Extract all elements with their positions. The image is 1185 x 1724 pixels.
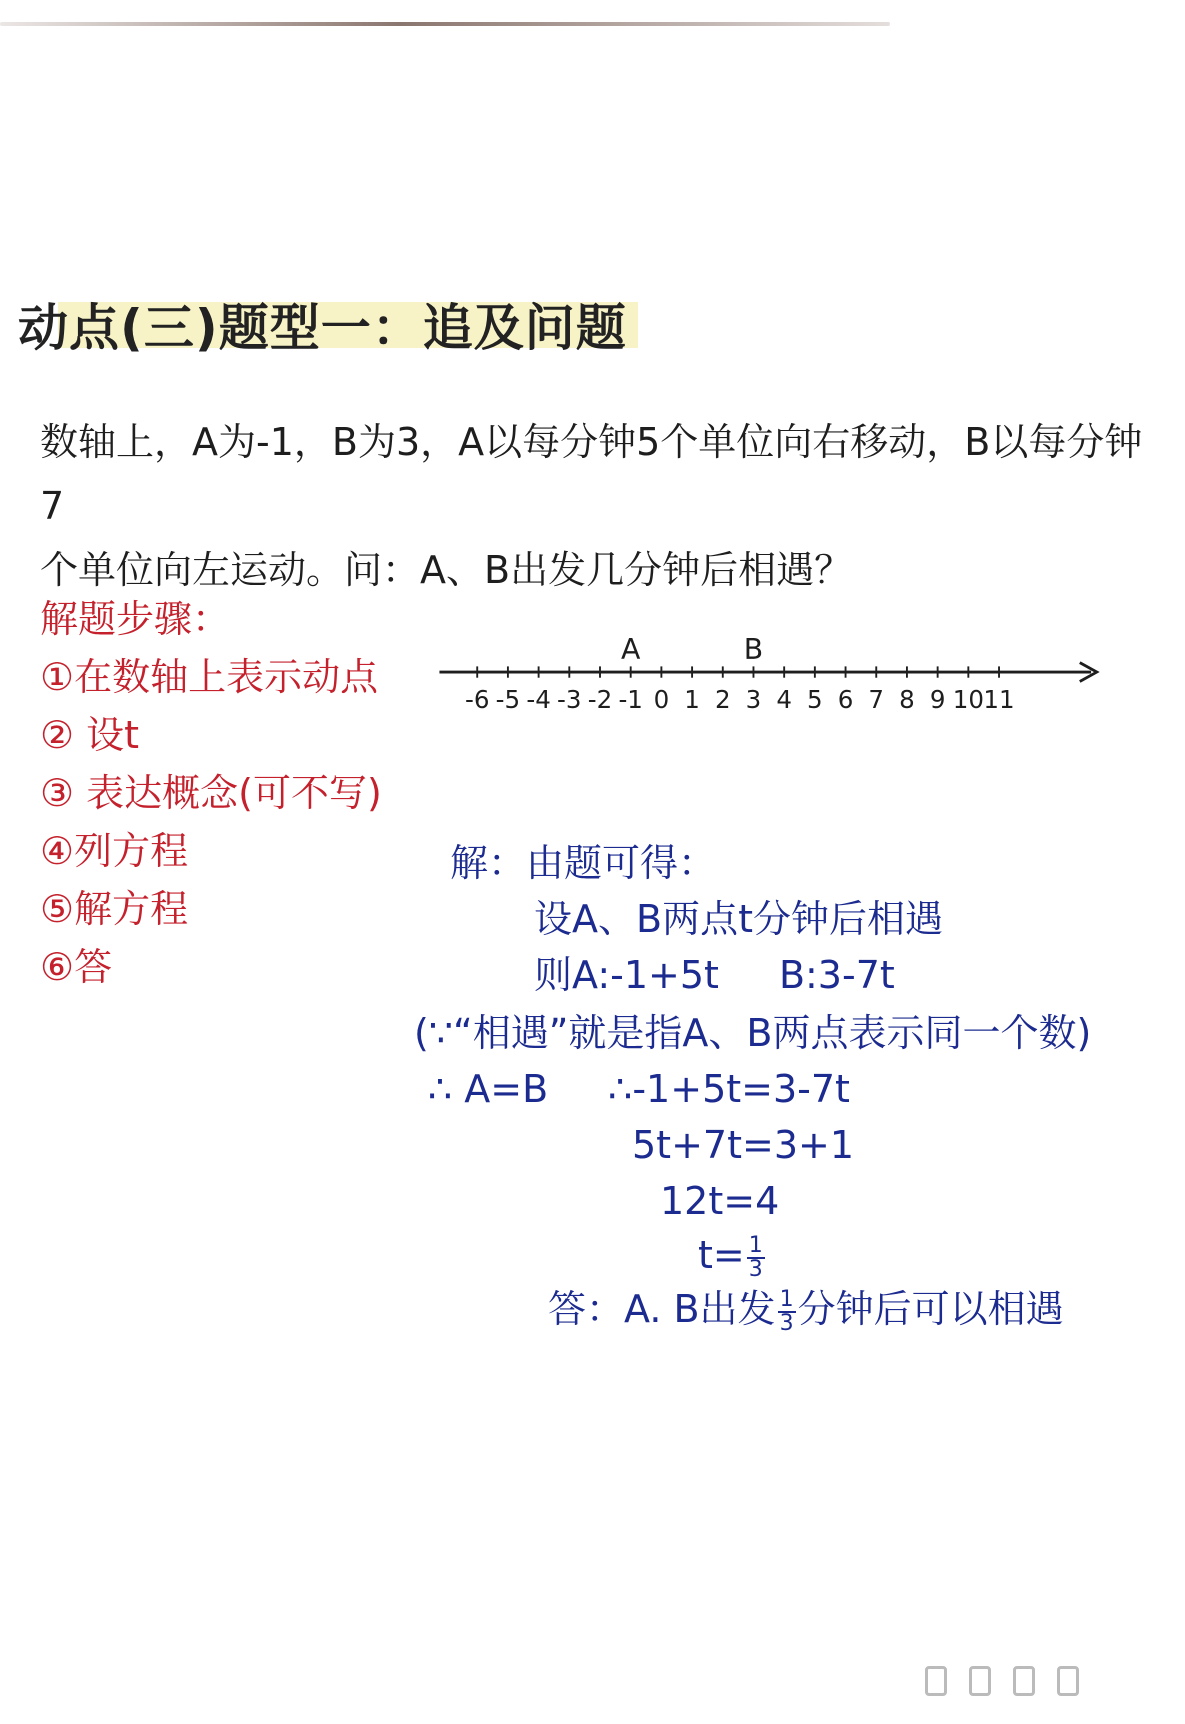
tick-label-4: 4 — [776, 684, 792, 714]
tick-label--5: -5 — [495, 684, 521, 714]
tick-label--1: -1 — [618, 684, 643, 714]
tick-label-3: 3 — [745, 684, 762, 714]
solution-steps-list — [40, 590, 382, 996]
tick-label-7: 7 — [868, 684, 885, 714]
answer-suffix: 分钟后可以相遇 — [797, 1287, 1064, 1331]
tick-label-0: 0 — [653, 684, 670, 714]
number-line-diagram — [430, 618, 1110, 728]
problem-line-2: 个单位向左运动。问：A、B出发几分钟后相遇？ — [40, 548, 853, 592]
equation-step-4-lhs: t= — [698, 1233, 745, 1277]
answer-fraction-numerator: 1 — [779, 1286, 794, 1312]
watermark-glyph-3 — [1013, 1666, 1035, 1696]
number-line-svg — [430, 618, 1110, 728]
equation-a-equals-b: ∴ A=B — [428, 1067, 549, 1111]
equation-step-2: 5t+7t=3+1 — [632, 1123, 855, 1167]
tick-label-5: 5 — [807, 684, 823, 714]
expression-b: B:3-7t — [778, 953, 895, 997]
step-item-6: ⑥答 — [40, 945, 113, 989]
title-block — [18, 288, 627, 357]
tick-label--2: -2 — [587, 684, 613, 714]
equation-step-1: ∴-1+5t=3-7t — [608, 1067, 850, 1111]
answer-fraction-denominator: 3 — [779, 1310, 794, 1336]
solution-intro: 解：由题可得： — [450, 841, 717, 885]
solution-reason: (∵“相遇”就是指A、B两点表示同一个数) — [414, 1011, 1092, 1055]
solution-equation-row — [428, 1066, 850, 1112]
fraction-denominator: 3 — [748, 1256, 763, 1282]
equation-step-3: 12t=4 — [660, 1179, 780, 1223]
step-item-5: ⑤解方程 — [40, 887, 189, 931]
fraction-one-third — [747, 1232, 765, 1282]
problem-line-1: 数轴上，A为-1，B为3，A以每分钟5个单位向右移动，B以每分钟7 — [40, 420, 1143, 528]
fraction-numerator: 1 — [748, 1232, 763, 1258]
point-label-B: B — [743, 632, 764, 666]
tick-label--4: -4 — [526, 684, 551, 714]
problem-statement — [40, 410, 1160, 602]
tick-label-6: 6 — [837, 684, 854, 714]
tick-label--6: -6 — [464, 684, 490, 714]
tick-label-10: 10 — [952, 684, 984, 714]
tick-label-8: 8 — [899, 684, 915, 714]
step-item-2: ② 设t — [40, 713, 140, 757]
solution-let: 设A、B两点t分钟后相遇 — [534, 897, 943, 941]
steps-heading: 解题步骤： — [40, 597, 231, 641]
page-title: 动点(三)题型一：追及问题 — [18, 299, 627, 357]
step-item-1: ①在数轴上表示动点 — [40, 655, 379, 699]
step-item-4: ④列方程 — [40, 829, 189, 873]
tick-label-1: 1 — [684, 684, 700, 714]
corner-watermark — [925, 1666, 1145, 1696]
solution-answer — [548, 1286, 1064, 1335]
point-label-A: A — [620, 632, 641, 666]
expression-a: 则A:-1+5t — [534, 953, 719, 997]
tick-label--3: -3 — [557, 684, 582, 714]
answer-prefix: 答：A. B出发 — [548, 1287, 776, 1331]
tick-label-2: 2 — [714, 684, 731, 714]
watermark-glyph-4 — [1057, 1666, 1079, 1696]
watermark-glyph-1 — [925, 1666, 947, 1696]
top-edge-rule — [0, 22, 890, 26]
watermark-glyph-2 — [969, 1666, 991, 1696]
tick-label-9: 9 — [929, 684, 946, 714]
equation-step-4 — [698, 1232, 767, 1281]
step-item-3: ③ 表达概念(可不写) — [40, 771, 382, 815]
solution-expressions — [534, 952, 895, 998]
answer-fraction — [778, 1286, 796, 1336]
tick-label-11: 11 — [983, 684, 1015, 714]
